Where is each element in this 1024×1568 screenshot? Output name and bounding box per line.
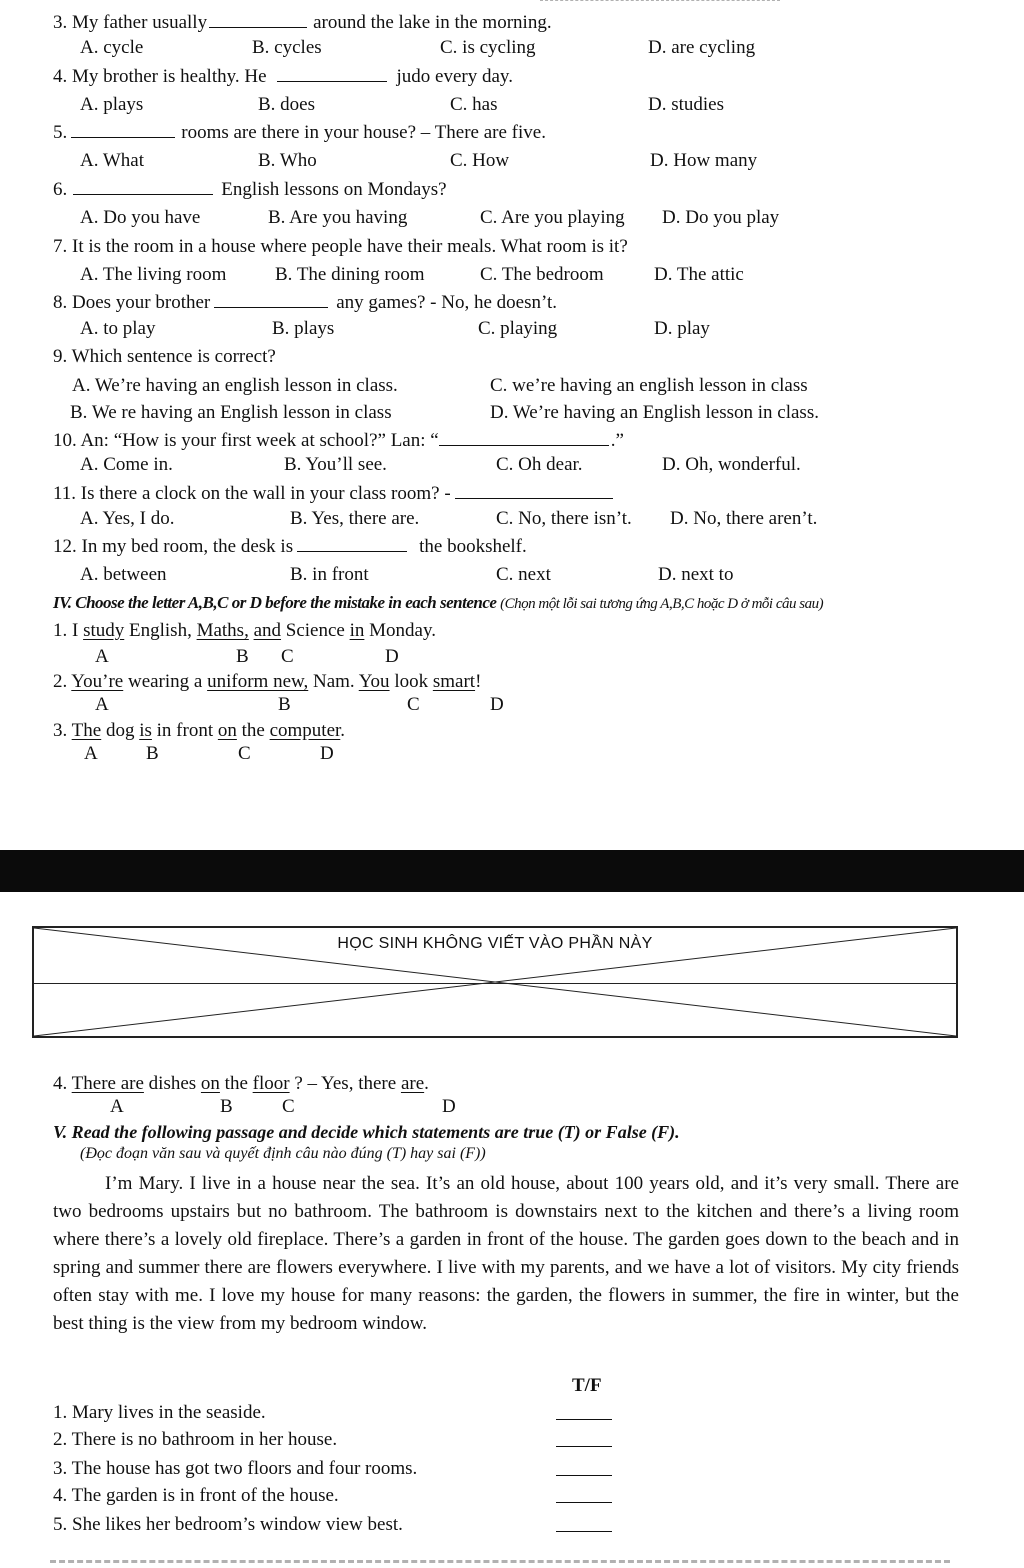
q7-option-a[interactable]: A. The living room: [80, 264, 227, 285]
q10-option-c[interactable]: C. Oh dear.: [496, 454, 583, 475]
q6-option-a[interactable]: A. Do you have: [80, 207, 201, 228]
question-7: 7. It is the room in a house where people have their meals. What room is it?: [53, 236, 628, 257]
m2-letter-b[interactable]: B: [278, 694, 291, 715]
m4-letter-a[interactable]: A: [110, 1096, 124, 1117]
cropped-bottom-edge: [50, 1560, 950, 1568]
q4-option-d[interactable]: D. studies: [648, 94, 724, 115]
q11-option-b[interactable]: B. Yes, there are.: [290, 508, 420, 529]
mistake-sentence-1: 1. I study English, Maths, and Science in Monday.: [53, 620, 436, 641]
q4-option-b[interactable]: B. does: [258, 94, 315, 115]
question-3: 3. My father usually around the lake in the morning.: [53, 12, 552, 33]
section-iv-heading: IV. Choose the letter A,B,C or D before the mistake in each sentence (Chọn một lỗi sai tương ứng A,B,C hoặc D ở mỗi câu sau): [53, 593, 824, 612]
statement-1: 1. Mary lives in the seaside.: [53, 1402, 266, 1423]
question-12: 12. In my bed room, the desk is the bookshelf.: [53, 536, 527, 557]
q9-option-d[interactable]: D. We’re having an English lesson in class.: [490, 402, 819, 423]
statement-2: 2. There is no bathroom in her house.: [53, 1429, 338, 1450]
m4-letter-d[interactable]: D: [442, 1096, 456, 1117]
q7-option-b[interactable]: B. The dining room: [275, 264, 425, 285]
m2-letter-c[interactable]: C: [407, 694, 420, 715]
q10-option-d[interactable]: D. Oh, wonderful.: [662, 454, 801, 475]
m2-letter-d[interactable]: D: [490, 694, 504, 715]
question-8: 8. Does your brother any games? - No, he doesn’t.: [53, 292, 557, 313]
q4-option-a[interactable]: A. plays: [80, 94, 144, 115]
m3-letter-c[interactable]: C: [238, 743, 251, 764]
q12-option-d[interactable]: D. next to: [658, 564, 734, 585]
q5-option-a[interactable]: A. What: [80, 150, 145, 171]
reading-passage: I’m Mary. I live in a house near the sea. It’s an old house, about 100 years old, and it’s very small. There are two bedrooms upstairs but no bathroom. The bathroom is downstairs next to the kitchen and there’s a living room where there’s a lovely old fireplace. There’s a garden in front of the house. The garden goes down to the beach and in spring and summer there are flowers everywhere. I live with my parents, and we have a lot of visitors. My city friends often stay with me. I love my house for many reasons: the garden, the flowers in summer, the fire in winter, but the best thing is the view from my bedroom window.: [53, 1173, 959, 1334]
m3-letter-d[interactable]: D: [320, 743, 334, 764]
q6-option-b[interactable]: B. Are you having: [268, 207, 408, 228]
q9-option-a[interactable]: A. We’re having an english lesson in class.: [72, 375, 398, 396]
q6-option-d[interactable]: D. Do you play: [662, 207, 780, 228]
answer-blank[interactable]: [73, 179, 213, 195]
m1-letter-c[interactable]: C: [281, 646, 294, 667]
q4-option-c[interactable]: C. has: [450, 94, 498, 115]
mistake-sentence-4: 4. There are dishes on the floor ? – Yes, there are.: [53, 1073, 429, 1094]
answer-blank[interactable]: [439, 430, 609, 446]
question-10: 10. An: “How is your first week at school?” Lan: “ .”: [53, 430, 624, 451]
m1-letter-d[interactable]: D: [385, 646, 399, 667]
notice-text: HỌC SINH KHÔNG VIẾT VÀO PHẦN NÀY: [34, 935, 956, 953]
section-v-heading: V. Read the following passage and decide which statements are true (T) or False (F).: [53, 1122, 680, 1142]
m4-letter-c[interactable]: C: [282, 1096, 295, 1117]
m1-letter-a[interactable]: A: [95, 646, 109, 667]
answer-blank[interactable]: [455, 483, 613, 499]
statement-3: 3. The house has got two floors and four rooms.: [53, 1458, 418, 1479]
answer-line-4[interactable]: [556, 1487, 612, 1509]
answer-line-2[interactable]: [556, 1431, 612, 1453]
m3-letter-a[interactable]: A: [84, 743, 98, 764]
answer-blank[interactable]: [214, 292, 328, 308]
q12-option-a[interactable]: A. between: [80, 564, 167, 585]
do-not-write-box: [32, 926, 958, 1038]
q8-option-c[interactable]: C. playing: [478, 318, 558, 339]
q8-option-b[interactable]: B. plays: [272, 318, 335, 339]
m4-letter-b[interactable]: B: [220, 1096, 233, 1117]
q9-option-c[interactable]: C. we’re having an english lesson in class: [490, 375, 808, 396]
q12-option-c[interactable]: C. next: [496, 564, 551, 585]
cropped-top-edge: [540, 0, 780, 5]
answer-line-1[interactable]: [556, 1404, 612, 1426]
q7-option-c[interactable]: C. The bedroom: [480, 264, 604, 285]
question-6: 6. English lessons on Mondays?: [53, 179, 447, 200]
q11-option-d[interactable]: D. No, there aren’t.: [670, 508, 818, 529]
q11-option-a[interactable]: A. Yes, I do.: [80, 508, 175, 529]
m1-letter-b[interactable]: B: [236, 646, 249, 667]
q3-option-c[interactable]: C. is cycling: [440, 37, 536, 58]
answer-blank[interactable]: [277, 66, 387, 82]
q7-option-d[interactable]: D. The attic: [654, 264, 744, 285]
statement-4: 4. The garden is in front of the house.: [53, 1485, 339, 1506]
answer-blank[interactable]: [209, 12, 307, 28]
box-divider: [34, 983, 956, 984]
q5-option-d[interactable]: D. How many: [650, 150, 758, 171]
question-4: 4. My brother is healthy. He judo every day.: [53, 66, 513, 87]
q10-option-a[interactable]: A. Come in.: [80, 454, 173, 475]
q5-option-c[interactable]: C. How: [450, 150, 510, 171]
m3-letter-b[interactable]: B: [146, 743, 159, 764]
q10-option-b[interactable]: B. You’ll see.: [284, 454, 387, 475]
section-v-note: (Đọc đoạn văn sau và quyết định câu nào đúng (T) hay sai (F)): [80, 1145, 486, 1162]
q8-option-a[interactable]: A. to play: [80, 318, 156, 339]
answer-blank[interactable]: [297, 536, 407, 552]
q5-option-b[interactable]: B. Who: [258, 150, 317, 171]
q6-option-c[interactable]: C. Are you playing: [480, 207, 625, 228]
question-5: 5. rooms are there in your house? – There are five.: [53, 122, 546, 143]
q3-option-b[interactable]: B. cycles: [252, 37, 322, 58]
answer-line-3[interactable]: [556, 1460, 612, 1482]
q9-option-b[interactable]: B. We re having an English lesson in class: [70, 402, 392, 423]
question-11: 11. Is there a clock on the wall in your class room? -: [53, 483, 613, 505]
m2-letter-a[interactable]: A: [95, 694, 109, 715]
tf-column-header: T/F: [572, 1375, 602, 1396]
q8-option-d[interactable]: D. play: [654, 318, 710, 339]
answer-blank[interactable]: [71, 122, 175, 138]
question-9: 9. Which sentence is correct?: [53, 346, 276, 367]
q11-option-c[interactable]: C. No, there isn’t.: [496, 508, 632, 529]
q12-option-b[interactable]: B. in front: [290, 564, 369, 585]
page-break-band: [0, 850, 1024, 892]
answer-line-5[interactable]: [556, 1516, 612, 1538]
mistake-sentence-2: 2. You’re wearing a uniform new, Nam. You look smart!: [53, 671, 482, 692]
statement-5: 5. She likes her bedroom’s window view best.: [53, 1514, 403, 1535]
q3-option-d[interactable]: D. are cycling: [648, 37, 756, 58]
mistake-sentence-3: 3. The dog is in front on the computer.: [53, 720, 346, 741]
q3-option-a[interactable]: A. cycle: [80, 37, 144, 58]
